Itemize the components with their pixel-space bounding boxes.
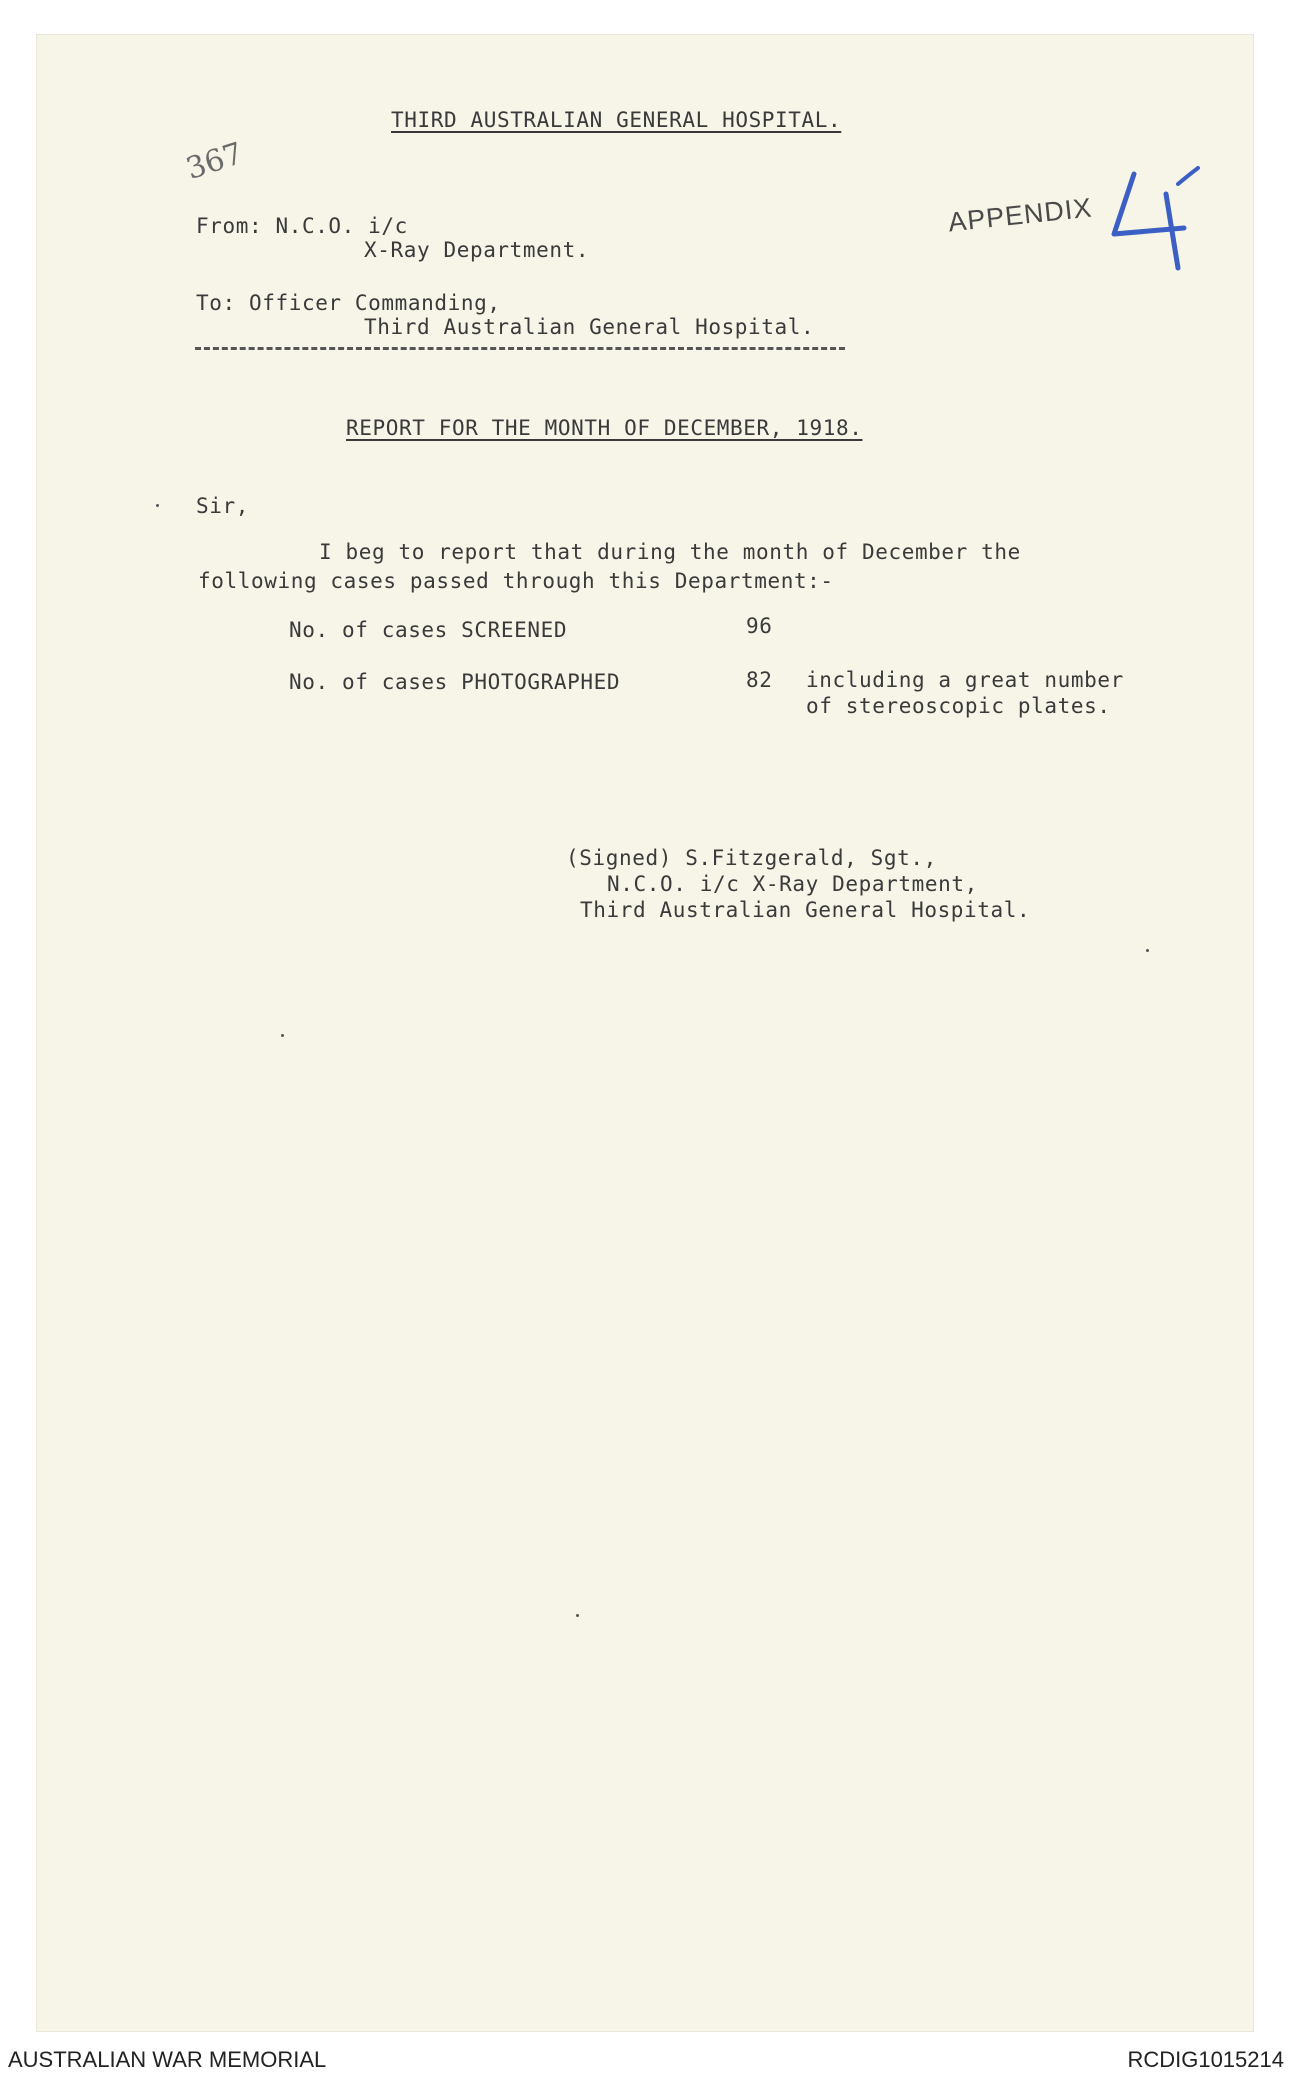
signature-line-1: (Signed) S.Fitzgerald, Sgt., — [566, 846, 937, 870]
stat-label-photographed: No. of cases PHOTOGRAPHED — [289, 670, 621, 694]
folio-number: 367 — [181, 136, 248, 187]
paper-speck — [1146, 949, 1149, 952]
stat-note-line-2: of stereoscopic plates. — [806, 694, 1111, 718]
signature-line-3: Third Australian General Hospital. — [580, 898, 1031, 922]
footer-id: RCDIG1015214 — [1127, 2047, 1284, 2072]
to-line-2: Third Australian General Hospital. — [364, 315, 815, 339]
stat-note-line-1: including a great number — [806, 668, 1124, 692]
paper-speck — [576, 1614, 579, 1617]
report-title: REPORT FOR THE MONTH OF DECEMBER, 1918. — [346, 416, 863, 440]
paper-speck — [156, 504, 159, 507]
document-page — [36, 34, 1254, 2032]
document-heading: THIRD AUSTRALIAN GENERAL HOSPITAL. — [391, 108, 842, 132]
stat-value-photographed: 82 — [746, 668, 773, 692]
to-line-1: To: Officer Commanding, — [196, 291, 501, 315]
signature-line-2: N.C.O. i/c X-Ray Department, — [607, 872, 978, 896]
from-line-2: X-Ray Department. — [364, 238, 590, 262]
handwritten-appendix-number — [1106, 164, 1206, 274]
stat-label-screened: No. of cases SCREENED — [289, 618, 568, 642]
footer-source: AUSTRALIAN WAR MEMORIAL — [8, 2047, 327, 2072]
separator-line — [195, 347, 845, 350]
from-line-1: From: N.C.O. i/c — [196, 214, 408, 238]
stat-value-screened: 96 — [746, 614, 773, 638]
body-line-1: I beg to report that during the month of December the — [319, 540, 1021, 564]
body-line-2: following cases passed through this Department:- — [198, 569, 834, 593]
paper-speck — [281, 1034, 284, 1037]
salutation: Sir, — [196, 494, 249, 518]
appendix-stamp: APPENDIX — [946, 192, 1094, 238]
